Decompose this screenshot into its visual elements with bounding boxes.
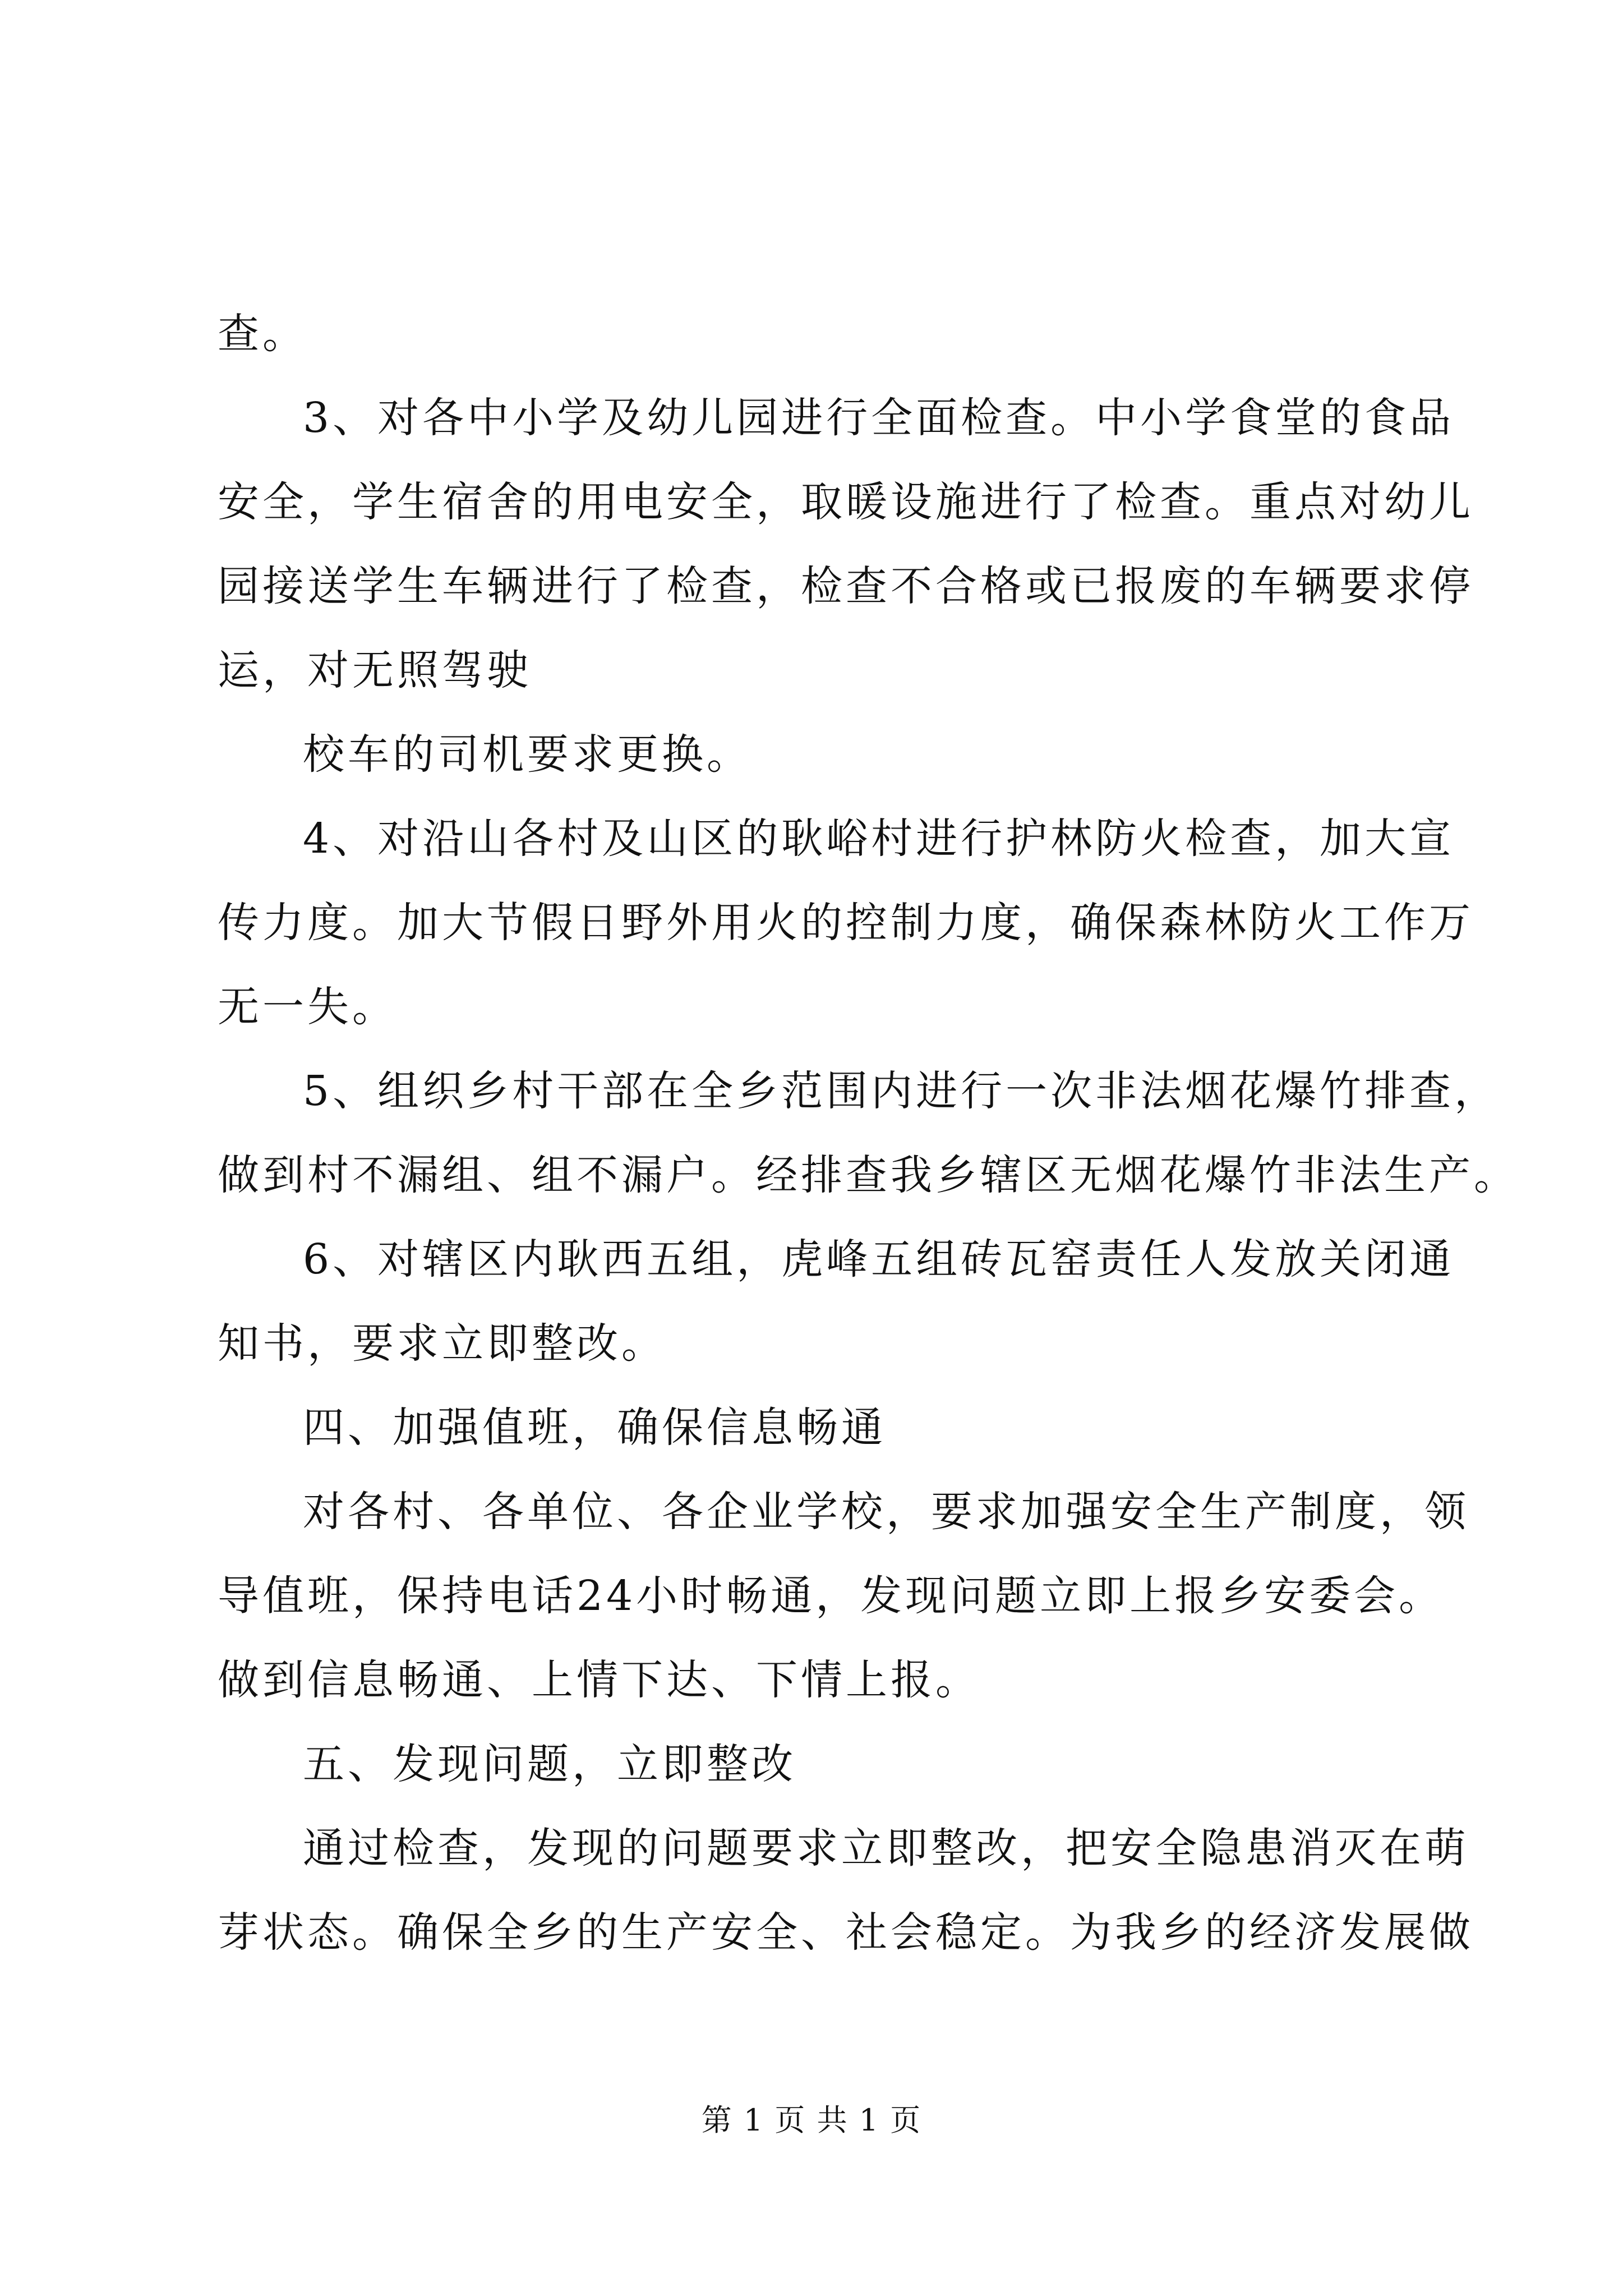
text-line: 查。: [218, 310, 307, 358]
text-line: 导值班，保持电话24小时畅通，发现问题立即上报乡安委会。: [218, 1572, 1444, 1620]
section-heading: 五、发现问题，立即整改: [303, 1740, 796, 1788]
text-line: 无一失。: [218, 983, 397, 1031]
text-line: 安全，学生宿舍的用电安全，取暖设施进行了检查。重点对幼儿: [218, 478, 1474, 526]
text-line: 3、对各中小学及幼儿园进行全面检查。中小学食堂的食品: [303, 394, 1455, 442]
text-line: 知书，要求立即整改。: [218, 1319, 666, 1368]
text-line: 做到信息畅通、上情下达、下情上报。: [218, 1656, 980, 1704]
text-line: 通过检查，发现的问题要求立即整改，把安全隐患消灭在萌: [303, 1824, 1469, 1872]
text-line: 运，对无照驾驶: [218, 646, 532, 694]
text-line: 芽状态。确保全乡的生产安全、社会稳定。为我乡的经济发展做: [218, 1908, 1474, 1957]
text-line: 对各村、各单位、各企业学校，要求加强安全生产制度，领: [303, 1488, 1469, 1536]
text-line: 做到村不漏组、组不漏户。经排查我乡辖区无烟花爆竹非法生产。: [218, 1151, 1519, 1199]
section-heading: 四、加强值班，确保信息畅通: [303, 1404, 886, 1452]
text-line: 5、组织乡村干部在全乡范围内进行一次非法烟花爆竹排查，: [303, 1067, 1500, 1115]
text-line: 园接送学生车辆进行了检查，检查不合格或已报废的车辆要求停: [218, 562, 1474, 610]
text-line: 校车的司机要求更换。: [303, 730, 751, 779]
page-number-footer: 第 1 页 共 1 页: [701, 2102, 922, 2138]
text-line: 4、对沿山各村及山区的耿峪村进行护林防火检查，加大宣: [303, 815, 1455, 863]
text-line: 6、对辖区内耿西五组，虎峰五组砖瓦窑责任人发放关闭通: [303, 1235, 1455, 1283]
text-line: 传力度。加大节假日野外用火的控制力度，确保森林防火工作万: [218, 899, 1474, 947]
